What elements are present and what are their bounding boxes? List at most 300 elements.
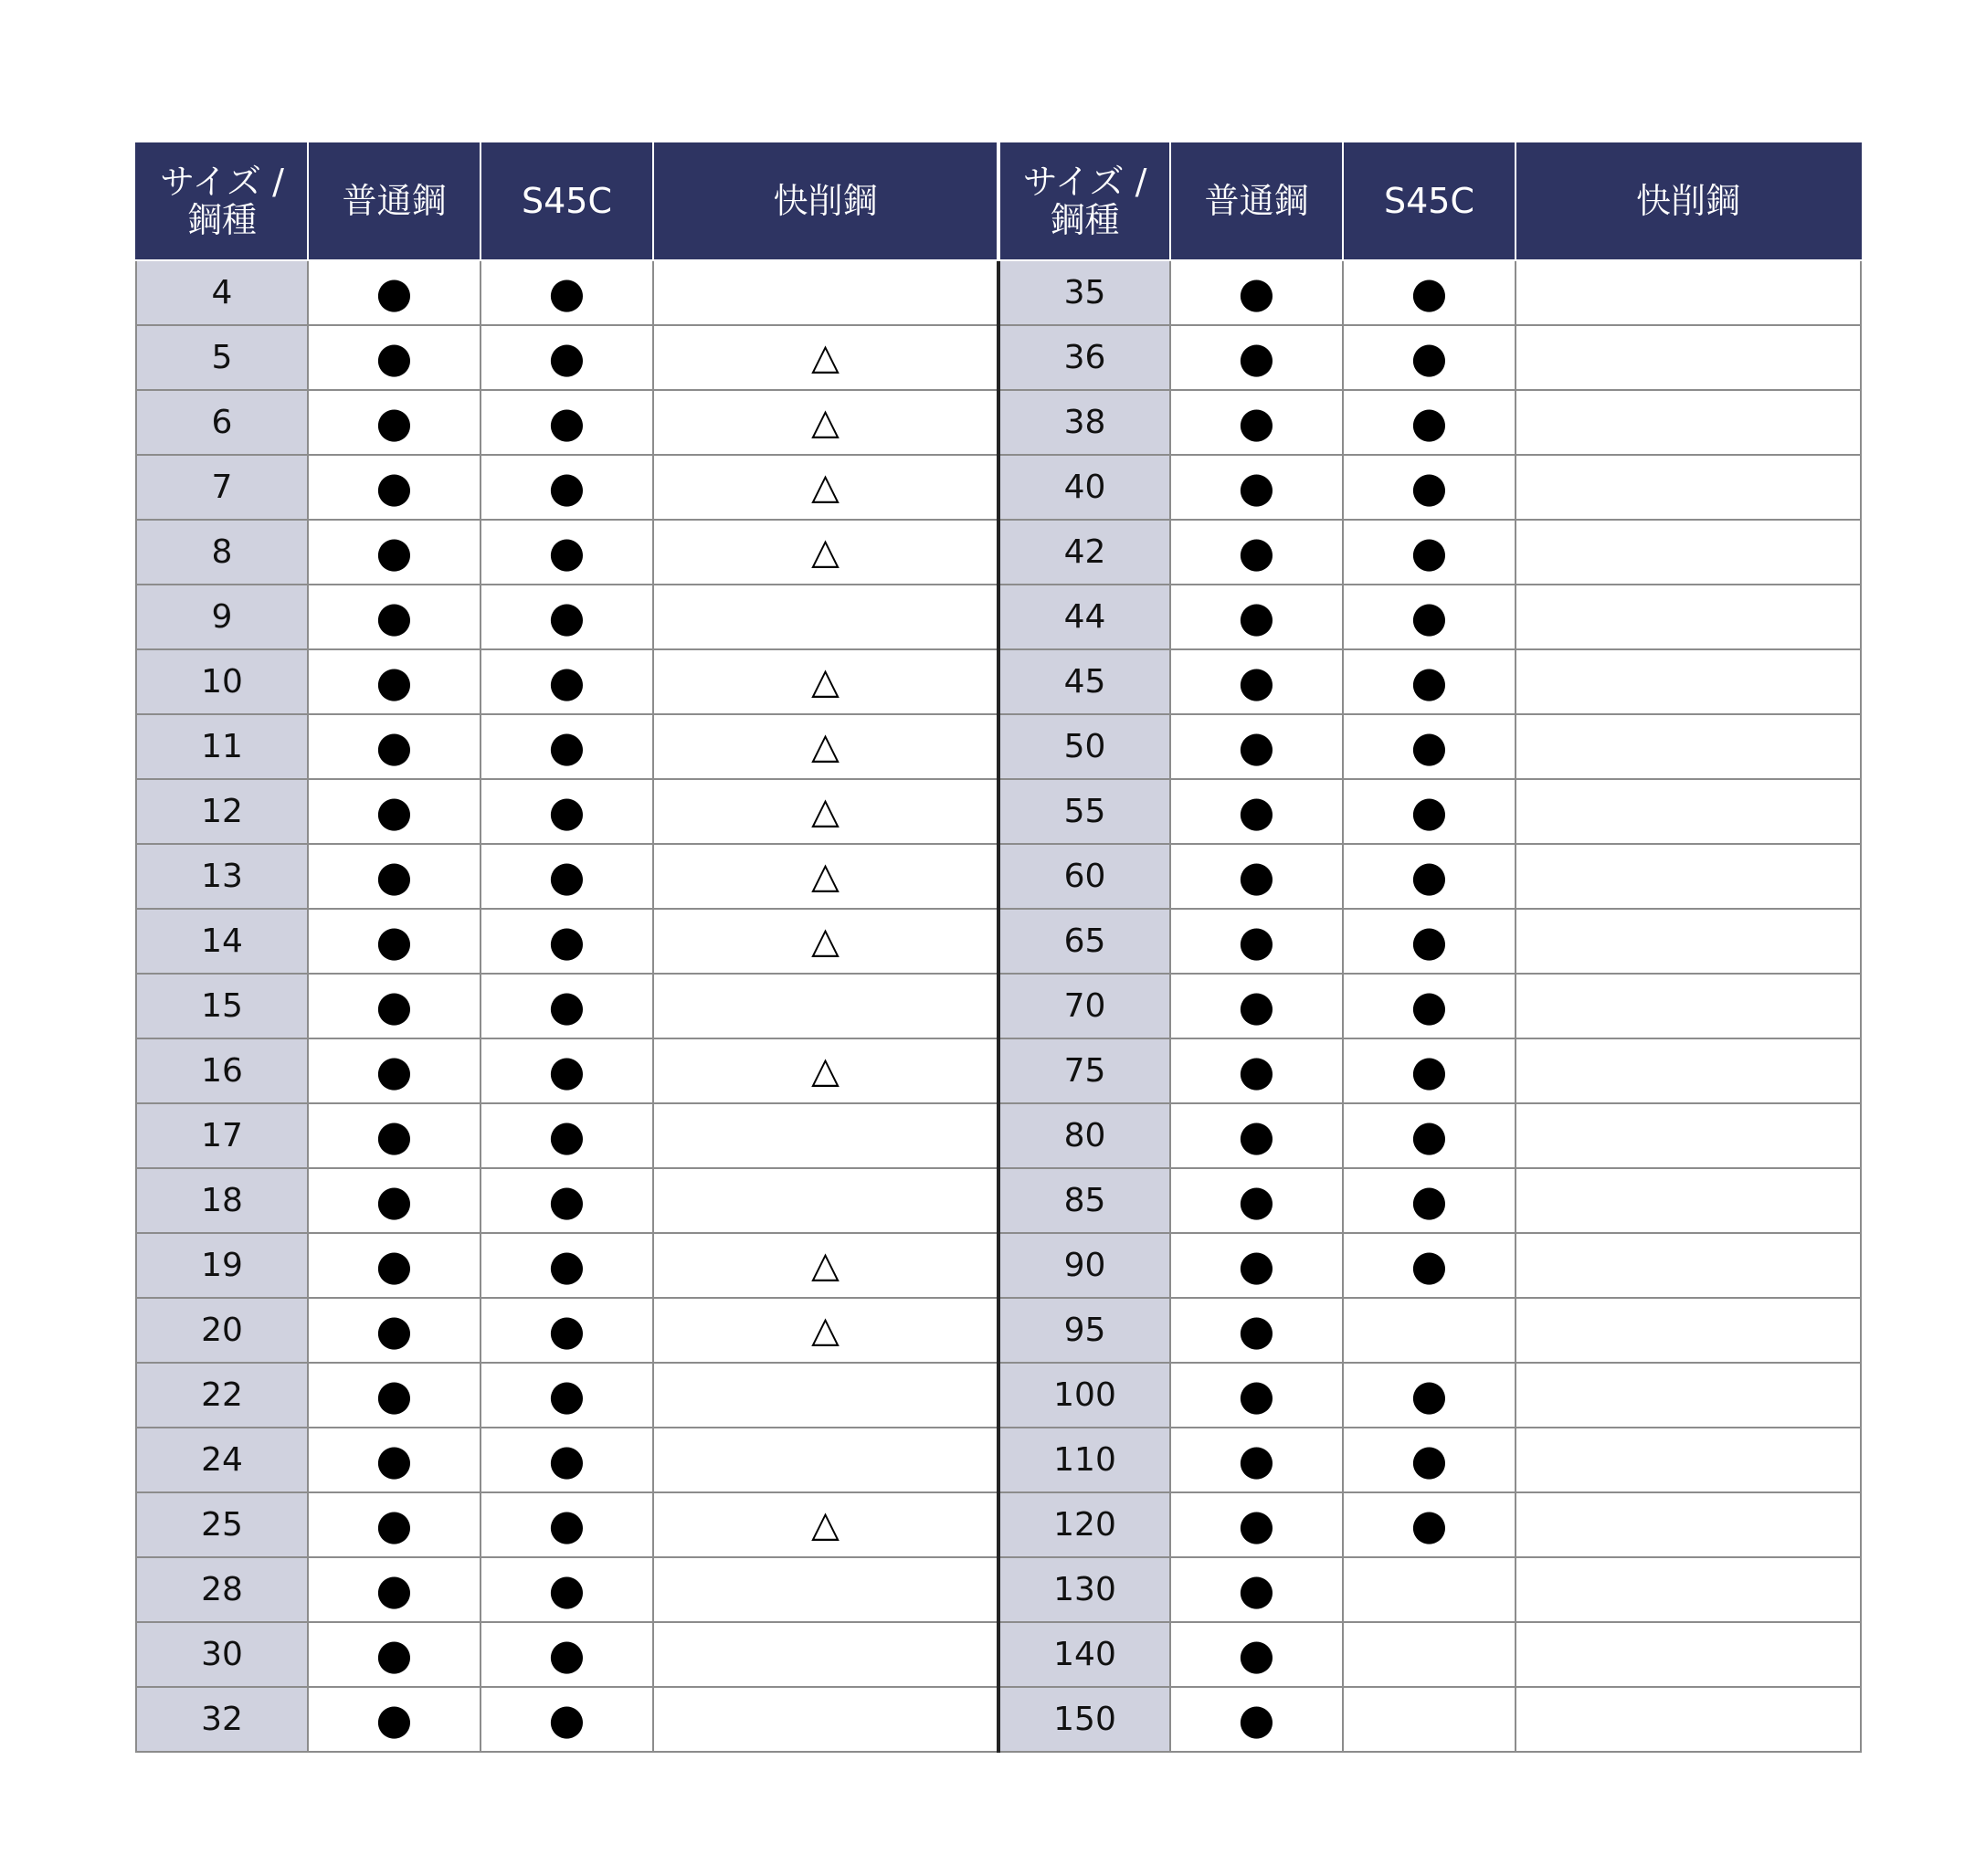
s45c-cell <box>481 1428 653 1492</box>
normal-cell <box>1170 1103 1343 1168</box>
s45c-cell <box>481 1363 653 1428</box>
free-cell <box>653 585 998 649</box>
free-cell <box>1516 1038 1861 1103</box>
header-normal-right: 普通鋼 <box>1170 143 1343 260</box>
size-cell: 4 <box>136 260 308 325</box>
filled-circle-icon: ● <box>375 850 413 901</box>
triangle-icon: △ <box>811 724 840 767</box>
filled-circle-icon: ● <box>548 526 586 576</box>
filled-circle-icon: ● <box>1410 656 1448 706</box>
filled-circle-icon: ● <box>548 1499 586 1549</box>
size-cell: 28 <box>136 1557 308 1622</box>
filled-circle-icon: ● <box>375 1564 413 1614</box>
filled-circle-icon: ● <box>375 980 413 1030</box>
filled-circle-icon: ● <box>1410 1175 1448 1225</box>
size-cell: 36 <box>998 325 1170 390</box>
filled-circle-icon: ● <box>1410 1434 1448 1484</box>
free-cell <box>1516 455 1861 520</box>
triangle-icon: △ <box>811 1308 840 1351</box>
normal-cell <box>308 1363 481 1428</box>
triangle-icon: △ <box>811 1502 840 1545</box>
size-cell: 120 <box>998 1492 1170 1557</box>
normal-cell <box>1170 1428 1343 1492</box>
filled-circle-icon: ● <box>1410 1110 1448 1160</box>
normal-cell <box>308 1557 481 1622</box>
free-cell <box>1516 779 1861 844</box>
normal-cell <box>1170 455 1343 520</box>
normal-cell <box>308 909 481 974</box>
table-row <box>136 1363 1861 1428</box>
free-cell <box>653 844 998 909</box>
filled-circle-icon: ● <box>1410 785 1448 836</box>
s45c-cell <box>1343 1687 1516 1752</box>
triangle-icon: △ <box>811 659 840 702</box>
normal-cell <box>1170 844 1343 909</box>
free-cell <box>653 325 998 390</box>
size-cell: 7 <box>136 455 308 520</box>
free-cell <box>653 909 998 974</box>
free-cell <box>653 1363 998 1428</box>
free-cell <box>653 1103 998 1168</box>
size-cell: 17 <box>136 1103 308 1168</box>
filled-circle-icon: ● <box>1238 1564 1275 1614</box>
s45c-cell <box>481 390 653 455</box>
filled-circle-icon: ● <box>1238 1369 1275 1419</box>
table-row <box>136 779 1861 844</box>
filled-circle-icon: ● <box>1238 915 1275 965</box>
table-row <box>136 1492 1861 1557</box>
table-row <box>136 1038 1861 1103</box>
filled-circle-icon: ● <box>375 656 413 706</box>
filled-circle-icon: ● <box>1410 591 1448 641</box>
filled-circle-icon: ● <box>375 721 413 771</box>
free-cell <box>653 1492 998 1557</box>
filled-circle-icon: ● <box>1238 1693 1275 1744</box>
size-cell: 38 <box>998 390 1170 455</box>
filled-circle-icon: ● <box>1238 1110 1275 1160</box>
normal-cell <box>1170 649 1343 714</box>
size-cell: 19 <box>136 1233 308 1298</box>
table-row <box>136 1233 1861 1298</box>
s45c-cell <box>1343 1622 1516 1687</box>
size-cell: 130 <box>998 1557 1170 1622</box>
header-size-right: サイズ / 鋼種 <box>998 143 1170 260</box>
free-cell <box>1516 1687 1861 1752</box>
free-cell <box>1516 585 1861 649</box>
filled-circle-icon: ● <box>375 1693 413 1744</box>
s45c-cell <box>481 585 653 649</box>
normal-cell <box>1170 909 1343 974</box>
s45c-cell <box>481 1168 653 1233</box>
size-cell: 40 <box>998 455 1170 520</box>
size-cell: 14 <box>136 909 308 974</box>
free-cell <box>1516 1622 1861 1687</box>
filled-circle-icon: ● <box>375 591 413 641</box>
filled-circle-icon: ● <box>375 1434 413 1484</box>
table-row <box>136 1168 1861 1233</box>
table-row <box>136 1103 1861 1168</box>
free-cell <box>653 1038 998 1103</box>
size-cell: 55 <box>998 779 1170 844</box>
filled-circle-icon: ● <box>375 1239 413 1290</box>
filled-circle-icon: ● <box>375 396 413 447</box>
filled-circle-icon: ● <box>1410 526 1448 576</box>
s45c-cell <box>1343 974 1516 1038</box>
free-cell <box>1516 1557 1861 1622</box>
table-row <box>136 325 1861 390</box>
free-cell <box>1516 390 1861 455</box>
size-cell: 13 <box>136 844 308 909</box>
filled-circle-icon: ● <box>1238 1304 1275 1354</box>
s45c-cell <box>1343 909 1516 974</box>
table-row <box>136 909 1861 974</box>
s45c-cell <box>1343 1233 1516 1298</box>
normal-cell <box>308 1103 481 1168</box>
s45c-cell <box>481 1298 653 1363</box>
free-cell <box>653 779 998 844</box>
size-cell: 95 <box>998 1298 1170 1363</box>
size-cell: 50 <box>998 714 1170 779</box>
filled-circle-icon: ● <box>375 915 413 965</box>
filled-circle-icon: ● <box>1238 980 1275 1030</box>
filled-circle-icon: ● <box>1238 1434 1275 1484</box>
triangle-icon: △ <box>811 400 840 443</box>
filled-circle-icon: ● <box>548 396 586 447</box>
normal-cell <box>308 844 481 909</box>
free-cell <box>653 1557 998 1622</box>
filled-circle-icon: ● <box>375 1499 413 1549</box>
s45c-cell <box>481 714 653 779</box>
filled-circle-icon: ● <box>1238 1499 1275 1549</box>
filled-circle-icon: ● <box>1410 1239 1448 1290</box>
size-cell: 100 <box>998 1363 1170 1428</box>
size-cell: 24 <box>136 1428 308 1492</box>
free-cell <box>1516 714 1861 779</box>
filled-circle-icon: ● <box>548 1175 586 1225</box>
filled-circle-icon: ● <box>1410 1499 1448 1549</box>
size-cell: 140 <box>998 1622 1170 1687</box>
filled-circle-icon: ● <box>548 1304 586 1354</box>
s45c-cell <box>481 455 653 520</box>
s45c-cell <box>481 1038 653 1103</box>
size-cell: 110 <box>998 1428 1170 1492</box>
normal-cell <box>1170 1298 1343 1363</box>
filled-circle-icon: ● <box>375 267 413 317</box>
s45c-cell <box>1343 1103 1516 1168</box>
normal-cell <box>308 260 481 325</box>
filled-circle-icon: ● <box>1238 461 1275 511</box>
size-cell: 32 <box>136 1687 308 1752</box>
free-cell <box>653 520 998 585</box>
s45c-cell <box>1343 1038 1516 1103</box>
normal-cell <box>308 779 481 844</box>
size-cell: 44 <box>998 585 1170 649</box>
normal-cell <box>1170 585 1343 649</box>
free-cell <box>1516 1428 1861 1492</box>
header-s45c-left: S45C <box>481 143 653 260</box>
size-cell: 60 <box>998 844 1170 909</box>
normal-cell <box>1170 1687 1343 1752</box>
normal-cell <box>308 390 481 455</box>
filled-circle-icon: ● <box>548 1564 586 1614</box>
table-row <box>136 520 1861 585</box>
filled-circle-icon: ● <box>1410 850 1448 901</box>
s45c-cell <box>481 909 653 974</box>
s45c-cell <box>1343 1492 1516 1557</box>
table-row <box>136 1428 1861 1492</box>
s45c-cell <box>481 974 653 1038</box>
header-s45c-right: S45C <box>1343 143 1516 260</box>
free-cell <box>653 1687 998 1752</box>
triangle-icon: △ <box>811 919 840 962</box>
free-cell <box>1516 1492 1861 1557</box>
free-cell <box>1516 260 1861 325</box>
s45c-cell <box>481 1687 653 1752</box>
s45c-cell <box>1343 649 1516 714</box>
normal-cell <box>1170 714 1343 779</box>
s45c-cell <box>1343 1557 1516 1622</box>
s45c-cell <box>1343 260 1516 325</box>
s45c-cell <box>1343 520 1516 585</box>
filled-circle-icon: ● <box>1410 461 1448 511</box>
s45c-cell <box>1343 779 1516 844</box>
normal-cell <box>308 649 481 714</box>
filled-circle-icon: ● <box>548 850 586 901</box>
size-cell: 10 <box>136 649 308 714</box>
normal-cell <box>308 1298 481 1363</box>
normal-cell <box>1170 260 1343 325</box>
size-cell: 70 <box>998 974 1170 1038</box>
filled-circle-icon: ● <box>1238 1175 1275 1225</box>
triangle-icon: △ <box>811 1049 840 1091</box>
s45c-cell <box>1343 844 1516 909</box>
filled-circle-icon: ● <box>1238 591 1275 641</box>
size-cell: 80 <box>998 1103 1170 1168</box>
filled-circle-icon: ● <box>375 785 413 836</box>
normal-cell <box>308 585 481 649</box>
table-row <box>136 844 1861 909</box>
free-cell <box>653 390 998 455</box>
filled-circle-icon: ● <box>1410 1045 1448 1095</box>
free-cell <box>653 974 998 1038</box>
normal-cell <box>308 1622 481 1687</box>
s45c-cell <box>1343 714 1516 779</box>
filled-circle-icon: ● <box>548 1693 586 1744</box>
filled-circle-icon: ● <box>548 980 586 1030</box>
size-cell: 5 <box>136 325 308 390</box>
triangle-icon: △ <box>811 530 840 573</box>
triangle-icon: △ <box>811 854 840 897</box>
filled-circle-icon: ● <box>548 332 586 382</box>
size-cell: 6 <box>136 390 308 455</box>
triangle-icon: △ <box>811 1243 840 1286</box>
s45c-cell <box>481 1557 653 1622</box>
s45c-cell <box>1343 455 1516 520</box>
normal-cell <box>308 714 481 779</box>
filled-circle-icon: ● <box>1238 1045 1275 1095</box>
filled-circle-icon: ● <box>1238 1239 1275 1290</box>
size-cell: 22 <box>136 1363 308 1428</box>
filled-circle-icon: ● <box>548 1369 586 1419</box>
filled-circle-icon: ● <box>548 591 586 641</box>
size-cell: 65 <box>998 909 1170 974</box>
normal-cell <box>1170 390 1343 455</box>
filled-circle-icon: ● <box>375 1369 413 1419</box>
filled-circle-icon: ● <box>375 1110 413 1160</box>
size-cell: 90 <box>998 1233 1170 1298</box>
normal-cell <box>308 974 481 1038</box>
table-row <box>136 390 1861 455</box>
filled-circle-icon: ● <box>548 1045 586 1095</box>
s45c-cell <box>481 260 653 325</box>
normal-cell <box>1170 1363 1343 1428</box>
filled-circle-icon: ● <box>548 656 586 706</box>
size-cell: 11 <box>136 714 308 779</box>
size-cell: 85 <box>998 1168 1170 1233</box>
normal-cell <box>308 1687 481 1752</box>
table-row <box>136 1298 1861 1363</box>
steel-availability-table <box>135 142 1862 1753</box>
filled-circle-icon: ● <box>1238 656 1275 706</box>
filled-circle-icon: ● <box>375 1628 413 1679</box>
header-size-left: サイズ / 鋼種 <box>136 143 308 260</box>
filled-circle-icon: ● <box>548 267 586 317</box>
normal-cell <box>308 1492 481 1557</box>
header-normal-left: 普通鋼 <box>308 143 481 260</box>
table-row <box>136 455 1861 520</box>
filled-circle-icon: ● <box>548 1628 586 1679</box>
filled-circle-icon: ● <box>548 721 586 771</box>
size-cell: 25 <box>136 1492 308 1557</box>
normal-cell <box>308 1038 481 1103</box>
normal-cell <box>308 455 481 520</box>
s45c-cell <box>1343 585 1516 649</box>
normal-cell <box>308 1168 481 1233</box>
table-row <box>136 974 1861 1038</box>
filled-circle-icon: ● <box>1238 526 1275 576</box>
s45c-cell <box>1343 1168 1516 1233</box>
filled-circle-icon: ● <box>548 461 586 511</box>
filled-circle-icon: ● <box>1410 980 1448 1030</box>
filled-circle-icon: ● <box>375 332 413 382</box>
filled-circle-icon: ● <box>1410 1369 1448 1419</box>
size-cell: 30 <box>136 1622 308 1687</box>
free-cell <box>653 714 998 779</box>
s45c-cell <box>1343 390 1516 455</box>
free-cell <box>653 1428 998 1492</box>
header-free-right: 快削鋼 <box>1516 143 1861 260</box>
filled-circle-icon: ● <box>1410 915 1448 965</box>
filled-circle-icon: ● <box>1238 396 1275 447</box>
free-cell <box>653 1622 998 1687</box>
triangle-icon: △ <box>811 335 840 378</box>
normal-cell <box>1170 520 1343 585</box>
normal-cell <box>1170 1168 1343 1233</box>
header-free-left: 快削鋼 <box>653 143 998 260</box>
normal-cell <box>1170 1557 1343 1622</box>
s45c-cell <box>481 779 653 844</box>
table-row <box>136 260 1861 325</box>
normal-cell <box>1170 325 1343 390</box>
filled-circle-icon: ● <box>375 526 413 576</box>
normal-cell <box>1170 1492 1343 1557</box>
filled-circle-icon: ● <box>1238 721 1275 771</box>
free-cell <box>653 1233 998 1298</box>
filled-circle-icon: ● <box>1410 267 1448 317</box>
header-row <box>136 143 1861 260</box>
free-cell <box>1516 1363 1861 1428</box>
filled-circle-icon: ● <box>548 785 586 836</box>
size-cell: 35 <box>998 260 1170 325</box>
s45c-cell <box>481 844 653 909</box>
size-cell: 42 <box>998 520 1170 585</box>
size-cell: 75 <box>998 1038 1170 1103</box>
table-row <box>136 649 1861 714</box>
size-cell: 15 <box>136 974 308 1038</box>
free-cell <box>1516 909 1861 974</box>
filled-circle-icon: ● <box>375 1045 413 1095</box>
s45c-cell <box>481 520 653 585</box>
table-row <box>136 1622 1861 1687</box>
filled-circle-icon: ● <box>1410 332 1448 382</box>
filled-circle-icon: ● <box>548 1110 586 1160</box>
free-cell <box>653 455 998 520</box>
s45c-cell <box>481 1103 653 1168</box>
filled-circle-icon: ● <box>375 1304 413 1354</box>
normal-cell <box>1170 1622 1343 1687</box>
table-row <box>136 1557 1861 1622</box>
filled-circle-icon: ● <box>1238 332 1275 382</box>
free-cell <box>1516 1103 1861 1168</box>
size-cell: 45 <box>998 649 1170 714</box>
normal-cell <box>1170 1038 1343 1103</box>
free-cell <box>653 260 998 325</box>
filled-circle-icon: ● <box>548 1239 586 1290</box>
free-cell <box>1516 1298 1861 1363</box>
free-cell <box>1516 325 1861 390</box>
normal-cell <box>1170 779 1343 844</box>
s45c-cell <box>1343 1363 1516 1428</box>
filled-circle-icon: ● <box>1410 396 1448 447</box>
size-cell: 8 <box>136 520 308 585</box>
filled-circle-icon: ● <box>548 1434 586 1484</box>
free-cell <box>1516 520 1861 585</box>
free-cell <box>653 1298 998 1363</box>
normal-cell <box>308 1428 481 1492</box>
free-cell <box>1516 974 1861 1038</box>
filled-circle-icon: ● <box>1238 850 1275 901</box>
free-cell <box>1516 1233 1861 1298</box>
free-cell <box>1516 649 1861 714</box>
filled-circle-icon: ● <box>1238 1628 1275 1679</box>
normal-cell <box>1170 974 1343 1038</box>
triangle-icon: △ <box>811 465 840 508</box>
filled-circle-icon: ● <box>548 915 586 965</box>
free-cell <box>1516 1168 1861 1233</box>
s45c-cell <box>481 325 653 390</box>
table-row <box>136 714 1861 779</box>
s45c-cell <box>481 1492 653 1557</box>
filled-circle-icon: ● <box>1238 785 1275 836</box>
normal-cell <box>1170 1233 1343 1298</box>
s45c-cell <box>1343 1428 1516 1492</box>
table-row <box>136 585 1861 649</box>
normal-cell <box>308 1233 481 1298</box>
s45c-cell <box>1343 325 1516 390</box>
filled-circle-icon: ● <box>375 461 413 511</box>
triangle-icon: △ <box>811 789 840 832</box>
s45c-cell <box>1343 1298 1516 1363</box>
